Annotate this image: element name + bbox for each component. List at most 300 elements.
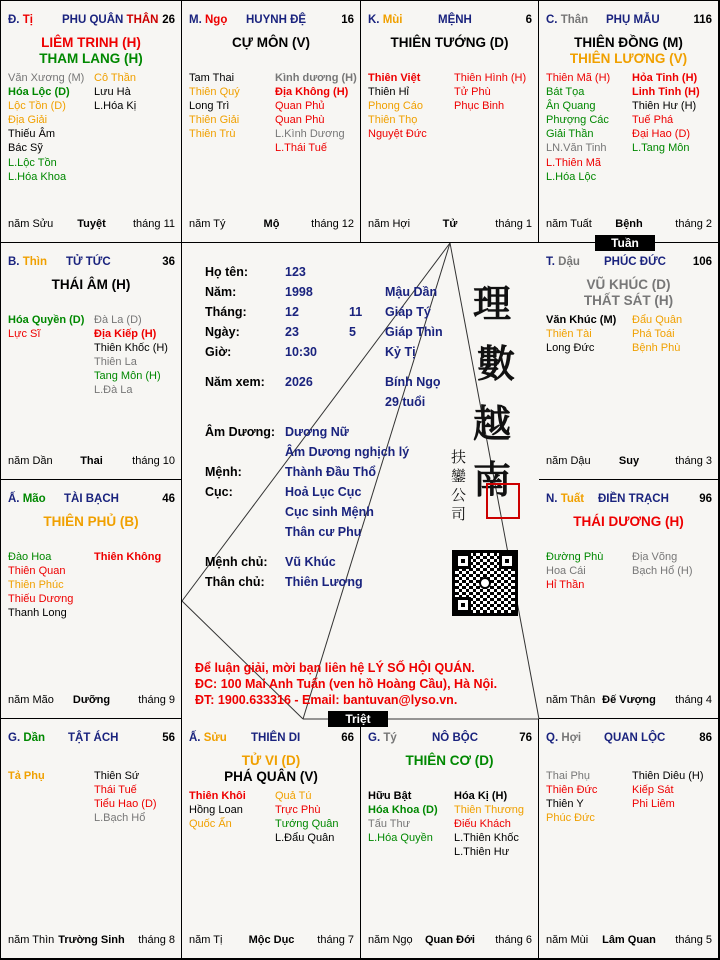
day-can: Giáp Thìn — [385, 325, 443, 339]
footer-stage: Mộ — [263, 218, 280, 230]
month-label: Tháng: — [205, 305, 247, 319]
footer-stage: Lâm Quan — [602, 934, 656, 946]
month-value: 12 — [285, 305, 299, 319]
palace-header — [8, 732, 175, 748]
yinyang-value: Dương Nữ — [285, 425, 349, 439]
major-star: VŨ KHÚC (D) — [586, 277, 671, 292]
footer-year: năm Ngọ — [368, 934, 413, 946]
palace-name — [64, 493, 119, 505]
major-star: TỬ VI (D) — [241, 753, 301, 768]
palace-title: TẬT ÁCH — [68, 732, 119, 744]
minor-star: Văn Khúc (M) — [546, 314, 617, 326]
footer-month: tháng 5 — [675, 934, 712, 946]
location-name: Dậu — [558, 256, 580, 268]
major-star: THIÊN ĐỒNG (M) — [574, 35, 683, 50]
minor-star: Quốc Ấn — [189, 818, 232, 831]
minor-star: Đào Hoa — [8, 551, 52, 563]
center-info — [181, 243, 539, 719]
minor-star: Thiên Không — [94, 551, 162, 563]
triet-tag: Triệt — [328, 711, 388, 727]
menh-chu-value: Vũ Khúc — [285, 555, 336, 569]
palace-cell-mao — [1, 480, 182, 719]
palace-location — [546, 493, 584, 505]
minor-star: Phá Toái — [632, 328, 675, 341]
minor-star: L.Kình Dương — [275, 128, 345, 141]
footer-year: năm Sửu — [8, 218, 54, 230]
minor-star: Hỏa Tinh (H) — [632, 72, 698, 84]
minor-star: LN.Văn Tinh — [546, 142, 607, 155]
month-can: Giáp Tý — [385, 305, 431, 319]
palace-footer — [546, 694, 712, 708]
palace-name — [604, 256, 666, 268]
location-name: Mùi — [382, 14, 403, 26]
palace-cell-than — [539, 1, 719, 243]
footer-month: tháng 7 — [317, 934, 354, 946]
footer-month: tháng 8 — [138, 934, 175, 946]
minor-star: Lực Sĩ — [8, 328, 41, 341]
location-code: Ấ. — [189, 732, 201, 744]
footer-year: năm Tý — [189, 218, 226, 230]
palace-title: NÔ BỘC — [432, 732, 478, 744]
year-label: Năm: — [205, 285, 237, 299]
minor-star: Bạch Hổ (H) — [632, 565, 693, 578]
minor-star: Điếu Khách — [454, 818, 511, 831]
minor-star: Giải Thần — [546, 128, 594, 141]
minor-star: Thiên Hình (H) — [454, 72, 527, 84]
minor-star: L.Đà La — [94, 384, 133, 397]
palace-location — [8, 256, 47, 268]
major-star: PHÁ QUÂN (V) — [224, 769, 318, 784]
logo-sub-1: 扶 — [451, 448, 467, 466]
footer-stage: Quan Đới — [425, 934, 475, 946]
palace-number: 16 — [341, 14, 354, 26]
palace-number: 46 — [162, 493, 175, 505]
minor-star: Quan Phủ — [275, 100, 325, 113]
major-star: THIÊN CƠ (D) — [405, 753, 494, 768]
minor-stars-left — [546, 313, 616, 355]
minor-stars-left — [189, 71, 240, 141]
minor-star: Quả Tú — [275, 790, 312, 802]
minor-stars-right — [275, 789, 339, 845]
minor-stars-left — [189, 789, 246, 831]
minor-star: Thiên Quý — [189, 86, 240, 99]
minor-star: Phục Binh — [454, 100, 505, 113]
palace-cell-ngo — [182, 1, 361, 243]
minor-star: Hồng Loan — [189, 804, 243, 817]
footer-year: năm Tuất — [546, 218, 592, 230]
logo-sub-4: 司 — [451, 505, 467, 523]
footer-year: năm Mão — [8, 694, 54, 706]
palace-footer — [368, 934, 532, 948]
palace-cell-dau — [539, 243, 719, 480]
menh-value: Thành Đầu Thổ — [285, 465, 376, 479]
minor-star: Thiên Hỉ — [368, 86, 409, 99]
minor-star: Tấu Thư — [368, 818, 411, 831]
minor-stars-left — [8, 313, 84, 341]
minor-star: Phi Liêm — [632, 798, 675, 811]
minor-star: Thiên Hư (H) — [632, 100, 697, 113]
name-value: 123 — [285, 265, 306, 279]
minor-stars-right — [632, 313, 682, 355]
palace-name — [606, 14, 660, 26]
palace-footer — [368, 218, 532, 232]
location-name: Sửu — [203, 732, 227, 744]
year-value: 1998 — [285, 285, 313, 299]
minor-star: Thiên Thương — [454, 804, 525, 817]
palace-location — [546, 256, 580, 268]
minor-stars-left — [8, 71, 84, 184]
minor-star: Bát Tọa — [546, 86, 585, 99]
hour-value: 10:30 — [285, 345, 317, 359]
palace-footer — [8, 934, 175, 948]
footer-stage: Trường Sinh — [58, 934, 125, 946]
than-chu-value: Thiên Lương — [285, 575, 363, 589]
contact-phone-email: ĐT: 1900.633316 - Email: bantuvan@lyso.vn. — [195, 693, 458, 707]
minor-star: Lộc Tồn (D) — [8, 100, 66, 113]
minor-star: Phong Cáo — [368, 100, 424, 113]
palace-cell-dan — [1, 719, 182, 959]
minor-star: Quan Phù — [275, 114, 325, 127]
palace-header — [546, 14, 712, 30]
location-code: B. — [8, 256, 20, 268]
palace-number: 86 — [699, 732, 712, 744]
footer-month: tháng 3 — [675, 455, 712, 467]
palace-header — [189, 14, 354, 30]
view-year-label: Năm xem: — [205, 375, 265, 389]
hour-can: Kỷ Tị — [385, 345, 416, 359]
day-value: 23 — [285, 325, 299, 339]
minor-stars-right — [94, 769, 157, 825]
footer-stage: Bệnh — [615, 218, 643, 230]
palace-number: 106 — [692, 256, 712, 268]
palace-name — [604, 732, 665, 744]
minor-stars-left — [546, 71, 610, 184]
palace-title: PHỤ MẪU — [606, 14, 660, 26]
palace-number: 116 — [693, 14, 712, 26]
minor-star: Hóa Kị (H) — [454, 790, 508, 802]
logo-sub-3: 公 — [451, 486, 467, 504]
palace-location — [546, 732, 581, 744]
footer-stage: Mộc Dục — [248, 934, 295, 946]
minor-star: Tiểu Hao (D) — [94, 798, 157, 811]
minor-star: Thiên Trù — [189, 128, 236, 141]
minor-star: Cô Thần — [94, 72, 136, 84]
footer-year: năm Hợi — [368, 218, 411, 230]
palace-name — [432, 732, 478, 744]
palace-number: 56 — [162, 732, 175, 744]
palace-title: PHÚC ĐỨC — [604, 256, 666, 268]
yinyang-note: Âm Dương nghịch lý — [285, 445, 410, 459]
palace-name — [598, 493, 669, 505]
minor-star: Linh Tinh (H) — [632, 86, 700, 99]
footer-month: tháng 11 — [132, 218, 175, 230]
minor-star: Tang Môn (H) — [94, 370, 161, 383]
minor-stars-right — [94, 71, 136, 113]
footer-month: tháng 10 — [132, 455, 175, 467]
palace-location — [546, 14, 588, 26]
palace-footer — [8, 455, 175, 469]
menh-label: Mệnh: — [205, 465, 242, 479]
minor-star: Thiên Phúc — [8, 579, 64, 592]
palace-number: 76 — [519, 732, 532, 744]
location-code: M. — [189, 14, 202, 26]
minor-star: L.Hóa Khoa — [8, 170, 67, 183]
minor-stars-left — [368, 71, 427, 141]
logo-char-1: 理 — [473, 281, 512, 326]
minor-star: Địa Võng — [632, 551, 678, 563]
location-code: N. — [546, 493, 558, 505]
palace-cell-hoi — [539, 719, 719, 959]
minor-star: Địa Kiếp (H) — [94, 328, 157, 341]
contact-address: ĐC: 100 Mai Anh Tuấn (ven hồ Hoàng Cầu), Hà Nội. — [195, 677, 498, 691]
logo-sub-2: 鑾 — [451, 467, 467, 485]
minor-star: Thiên Khôi — [189, 790, 246, 802]
minor-star: L.Thiên Hư — [454, 846, 510, 859]
palace-header — [8, 14, 175, 30]
footer-stage: Dưỡng — [72, 694, 111, 706]
minor-star: Thiên Y — [546, 798, 584, 811]
palace-header — [546, 256, 712, 272]
minor-star: Địa Giải — [8, 114, 48, 127]
location-name: Tị — [22, 14, 33, 26]
major-star: THÁI DƯƠNG (H) — [573, 514, 684, 529]
minor-star: Đại Hao (D) — [632, 128, 691, 141]
footer-month: tháng 6 — [495, 934, 532, 946]
yinyang-label: Âm Dương: — [205, 425, 276, 439]
palace-cell-tuat — [539, 480, 719, 719]
footer-year: năm Thìn — [8, 934, 55, 946]
menh-chu-label: Mệnh chủ: — [205, 555, 268, 569]
footer-month: tháng 12 — [311, 218, 354, 230]
minor-star: Đẩu Quân — [632, 314, 683, 326]
minor-star: Nguyệt Đức — [368, 128, 427, 141]
minor-star: L.Hóa Quyền — [368, 832, 433, 845]
tuan-tag: Tuần — [595, 235, 655, 251]
palace-header — [368, 14, 532, 30]
palace-title: PHU QUÂN — [62, 14, 124, 26]
footer-year: năm Thân — [546, 694, 596, 706]
footer-month: tháng 9 — [138, 694, 175, 706]
location-code: Q. — [546, 732, 559, 744]
palace-footer — [189, 218, 354, 232]
minor-star: L.Đẩu Quân — [275, 832, 335, 845]
minor-stars-right — [632, 71, 700, 156]
minor-stars-left — [368, 789, 438, 845]
year-can: Mậu Dần — [385, 285, 438, 299]
minor-star: Kiếp Sát — [632, 784, 674, 797]
minor-star: Thiếu Dương — [8, 593, 74, 606]
palace-title: HUYNH ĐỆ — [246, 14, 307, 26]
location-name: Tý — [383, 732, 397, 744]
major-star: LIÊM TRINH (H) — [41, 35, 141, 50]
palace-header — [368, 732, 532, 748]
than-cu: Thân cư Phu — [285, 525, 362, 539]
red-seal — [486, 483, 520, 519]
palace-title: QUAN LỘC — [604, 732, 666, 744]
than-marker: THÂN — [126, 14, 159, 26]
palace-title: ĐIỀN TRẠCH — [598, 493, 669, 505]
minor-star: Tuế Phá — [632, 114, 674, 127]
minor-star: L.Hóa Lộc — [546, 170, 597, 183]
location-code: Ấ. — [8, 493, 20, 505]
minor-star: L.Thái Tuế — [275, 142, 327, 155]
palace-name — [246, 14, 306, 26]
palace-footer — [546, 218, 712, 232]
minor-star: Phúc Đức — [546, 812, 595, 825]
major-star: THIÊN PHỦ (B) — [43, 514, 139, 529]
location-code: G. — [8, 732, 21, 744]
minor-stars-right — [94, 313, 168, 398]
minor-star: Hóa Lộc (D) — [8, 86, 70, 99]
minor-star: Trực Phù — [275, 804, 321, 817]
minor-star: Đường Phù — [546, 551, 604, 563]
minor-star: L.Thiên Khốc — [454, 832, 519, 845]
palace-number: 66 — [341, 732, 354, 744]
view-year-value: 2026 — [285, 375, 313, 389]
palace-footer — [546, 455, 712, 469]
palace-title: TỬ TỨC — [66, 256, 111, 268]
palace-header — [189, 732, 354, 748]
minor-star: L.Thiên Mã — [546, 156, 602, 169]
palace-location — [8, 493, 46, 505]
palace-footer — [8, 218, 175, 232]
minor-star: Thiên Tài — [546, 328, 592, 341]
minor-star: Ân Quang — [546, 100, 596, 113]
minor-star: Thiên Diêu (H) — [632, 770, 704, 782]
palace-title: TÀI BẠCH — [64, 493, 119, 505]
minor-star: Thiên Thọ — [368, 114, 418, 127]
logo-char-4: 南 — [473, 457, 512, 502]
major-star: THIÊN LƯƠNG (V) — [569, 51, 688, 66]
minor-stars-right — [454, 71, 526, 113]
minor-stars-left — [546, 550, 603, 592]
location-code: Đ. — [8, 14, 20, 26]
major-star: THIÊN TƯỚNG (D) — [390, 35, 509, 50]
palace-number: 26 — [162, 14, 175, 26]
palace-footer — [189, 934, 354, 948]
minor-star: Phượng Các — [546, 114, 609, 127]
minor-stars-right — [632, 769, 704, 811]
palace-cell-thin — [1, 243, 182, 480]
location-name: Dần — [23, 732, 46, 744]
minor-star: Hóa Quyền (D) — [8, 314, 85, 326]
contact-line-1: Để luận giải, mời bạn liên hệ LÝ SỐ HỘI QUÁN. — [195, 661, 475, 675]
major-star: THÁI ÂM (H) — [51, 277, 131, 292]
minor-star: Văn Xương (M) — [8, 72, 85, 84]
footer-stage: Suy — [618, 455, 640, 467]
minor-star: Kình dương (H) — [275, 72, 357, 84]
location-code: T. — [546, 256, 555, 268]
minor-star: Thiên Sứ — [94, 770, 140, 782]
palace-cell-ti — [1, 1, 182, 243]
minor-star: Lưu Hà — [94, 86, 131, 99]
location-code: C. — [546, 14, 558, 26]
qr-code — [452, 550, 518, 616]
minor-star: Tam Thai — [189, 72, 235, 84]
minor-star: Thiên Việt — [368, 72, 421, 84]
palace-location — [368, 732, 397, 744]
minor-star: Đà La (D) — [94, 314, 142, 326]
minor-star: Long Đức — [546, 342, 595, 355]
location-name: Hợi — [561, 732, 582, 744]
palace-header — [8, 256, 175, 272]
than-chu-label: Thân chủ: — [205, 575, 265, 589]
major-star: THẤT SÁT (H) — [583, 293, 674, 308]
major-star: THAM LANG (H) — [39, 51, 143, 66]
month-lunar: 11 — [349, 305, 363, 319]
view-year-can: Bính Ngọ — [385, 375, 441, 389]
location-name: Mão — [22, 493, 46, 505]
minor-star: Hỉ Thần — [546, 579, 585, 592]
footer-year: năm Tị — [189, 934, 223, 946]
footer-stage: Tuyệt — [77, 218, 106, 230]
minor-star: Thiên La — [94, 356, 137, 369]
cuc-note: Cục sinh Mệnh — [285, 505, 374, 519]
minor-star: Thiên Mã (H) — [546, 72, 611, 84]
minor-star: Bác Sỹ — [8, 142, 43, 155]
minor-star: Hữu Bật — [368, 790, 412, 802]
footer-month: tháng 2 — [675, 218, 712, 230]
location-name: Thân — [560, 14, 589, 26]
footer-stage: Thai — [80, 455, 103, 467]
palace-title: THIÊN DI — [251, 732, 301, 744]
palace-title: MỆNH — [438, 14, 472, 26]
minor-star: Long Trì — [189, 100, 230, 113]
palace-header — [546, 732, 712, 748]
hour-label: Giờ: — [205, 345, 232, 359]
minor-stars-right — [454, 789, 524, 859]
palace-location — [368, 14, 403, 26]
palace-cell-mui — [361, 1, 539, 243]
minor-star: L.Hóa Kị — [94, 100, 137, 113]
major-star: CỰ MÔN (V) — [232, 35, 310, 50]
minor-star: Thiên Đức — [546, 784, 598, 797]
palace-location — [8, 14, 33, 26]
minor-star: Tướng Quân — [275, 818, 339, 831]
footer-year: năm Dậu — [546, 455, 591, 467]
footer-month: tháng 4 — [675, 694, 712, 706]
day-label: Ngày: — [205, 325, 240, 339]
cuc-value: Hoả Lục Cục — [285, 485, 362, 499]
minor-star: Thiên Giải — [189, 114, 240, 127]
palace-name — [438, 14, 472, 26]
palace-location — [8, 732, 45, 744]
palace-header — [546, 493, 712, 509]
minor-stars-right — [94, 550, 161, 564]
palace-footer — [546, 934, 712, 948]
minor-star: L.Bạch Hổ — [94, 812, 146, 825]
palace-location — [189, 732, 227, 744]
minor-stars-left — [8, 550, 73, 620]
minor-stars-left — [546, 769, 597, 825]
minor-star: Tả Phụ — [8, 770, 45, 782]
palace-number: 6 — [525, 14, 532, 26]
footer-year: năm Mùi — [546, 934, 589, 946]
location-code: K. — [368, 14, 380, 26]
minor-star: Hóa Khoa (D) — [368, 804, 438, 817]
minor-star: Địa Không (H) — [275, 86, 349, 99]
logo-char-2: 數 — [477, 341, 516, 386]
cuc-label: Cục: — [205, 485, 233, 499]
location-name: Thìn — [22, 256, 47, 268]
location-code: G. — [368, 732, 381, 744]
footer-stage: Đế Vượng — [602, 694, 656, 706]
name-label: Họ tên: — [205, 265, 249, 279]
palace-footer — [8, 694, 175, 708]
minor-star: Hoa Cái — [546, 565, 586, 578]
palace-cell-ty — [361, 719, 539, 959]
minor-star: Thiên Khốc (H) — [94, 342, 168, 355]
